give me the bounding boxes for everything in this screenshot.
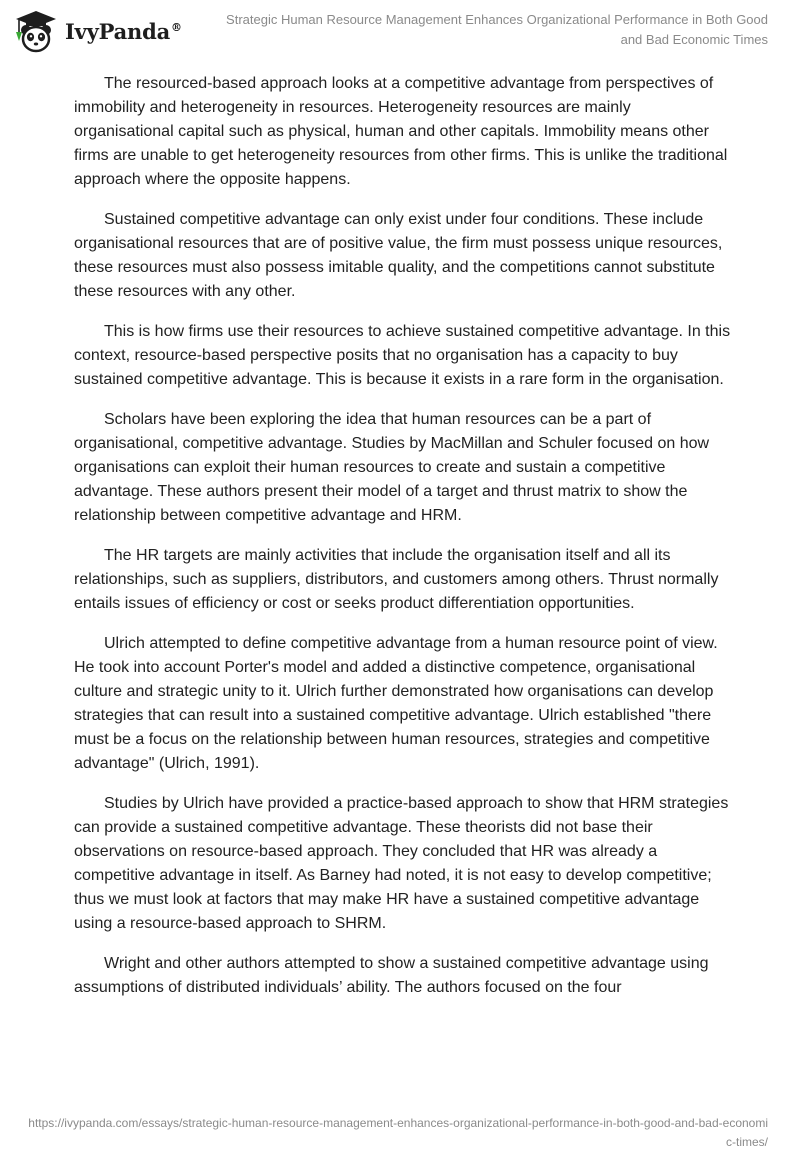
paragraph-7: Studies by Ulrich have provided a practice-based approach to show that HRM strategies can provide a sustained competitive advantage. These theorists did not base their observations on resource-based approach. They concluded that HR was already a competitive advantage in itself. As Barney had noted, it is not easy to develop competitive; thus we must look at factors that may make HR have a sustained competitive advantage using a resource-based approach to SHRM.	[74, 795, 729, 932]
essay-title: Strategic Human Resource Management Enhances Organizational Performance in Both Good and Bad Economic Times	[226, 12, 768, 47]
panda-graduation-cap-icon	[13, 8, 59, 54]
paragraph-2: Sustained competitive advantage can only exist under four conditions. These include organisational resources that are of positive value, the firm must possess unique resources, these resources must also possess imitable quality, and the competitions cannot substitute these resources with any other.	[74, 211, 723, 300]
logo-text: IvyPanda	[65, 18, 171, 44]
logo-wordmark	[65, 19, 182, 44]
paragraph-5: The HR targets are mainly activities that include the organisation itself and all its relationships, such as suppliers, distributors, and customers among others. Thrust normally entails issues of efficiency or cost or seeks product differentiation opportunities.	[74, 547, 719, 612]
paragraph-3: This is how firms use their resources to achieve sustained competitive advantage. In this context, resource-based perspective posits that no organisation has a capacity to buy sustained competitive advantage. This is because it exists in a rare form in the organisation.	[74, 323, 731, 388]
paragraph-8: Wright and other authors attempted to show a sustained competitive advantage using assumptions of distributed individuals’ ability. The authors focused on the four	[74, 955, 709, 996]
essay-body	[74, 72, 734, 1016]
paragraph-4: Scholars have been exploring the idea that human resources can be a part of organisational, competitive advantage. Studies by MacMillan and Schuler focused on how organisations can exploit their human resources to create and sustain a competitive advantage. These authors present their model of a target and thrust matrix to show the relationship between competitive advantage and HRM.	[74, 411, 710, 524]
ivypanda-logo[interactable]	[13, 8, 182, 54]
paragraph-6: Ulrich attempted to define competitive advantage from a human resource point of view. He took into account Porter's model and added a distinctive competence, organisational culture and strategic unity to it. Ulrich further demonstrated how organisations can develop strategies that can result into a sustained competitive advantage. Ulrich established "there must be a focus on the relationship between human resources, strategies and competitive advantage" (Ulrich, 1991).	[74, 635, 718, 772]
registered-mark: ®	[171, 20, 182, 34]
page-header	[0, 0, 800, 60]
paragraph-1: The resourced-based approach looks at a competitive advantage from perspectives of immobility and heterogeneity in resources. Heterogeneity resources are mainly organisational capital such as physical, human and other capitals. Immobility means other firms are unable to get heterogeneity resources from other firms. This is unlike the traditional approach where the opposite happens.	[74, 75, 728, 188]
source-url[interactable]: https://ivypanda.com/essays/strategic-human-resource-management-enhances-organizational-performance-in-both-good-and-bad-economic-times/	[28, 1116, 768, 1149]
